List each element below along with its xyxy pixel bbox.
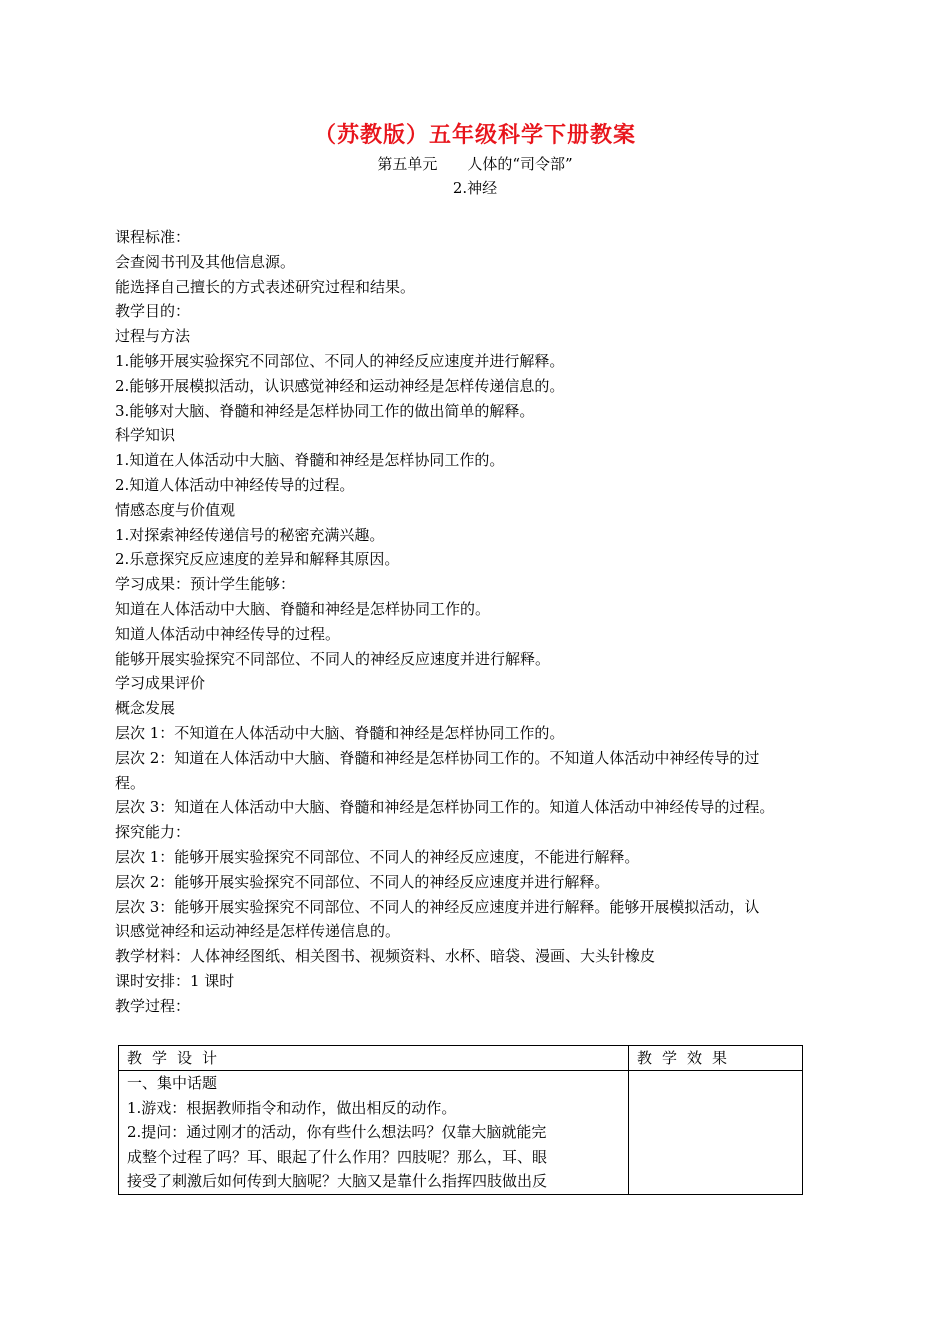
body-line: 层次 1：能够开展实验探究不同部位、不同人的神经反应速度，不能进行解释。 (115, 847, 640, 866)
body-line: 层次 1：不知道在人体活动中大脑、脊髓和神经是怎样协同工作的。 (115, 723, 565, 742)
body-line: 层次 3：能够开展实验探究不同部位、不同人的神经反应速度并进行解释。能够开展模拟活动，认 (115, 897, 760, 916)
unit-title: 人体的“司令部” (467, 155, 573, 173)
body-line: 1.能够开展实验探究不同部位、不同人的神经反应速度并进行解释。 (115, 351, 565, 370)
document-body (115, 225, 843, 1019)
table-row (119, 1071, 803, 1195)
body-line: 能够开展实验探究不同部位、不同人的神经反应速度并进行解释。 (115, 649, 551, 668)
body-line: 探究能力： (115, 823, 191, 842)
table-header-row (119, 1046, 803, 1071)
body-line: 层次 2：知道在人体活动中大脑、脊髓和神经是怎样协同工作的。不知道人体活动中神经传导的过 (115, 748, 760, 767)
body-line: 过程与方法 (115, 327, 191, 346)
design-line: 2.提问：通过刚才的活动，你有些什么想法吗？仅靠大脑就能完 (127, 1123, 547, 1141)
design-line: 接受了刺激后如何传到大脑呢？大脑又是靠什么指挥四肢做出反 (127, 1172, 548, 1190)
body-line: 会查阅书刊及其他信息源。 (115, 252, 296, 271)
body-line: 程。 (115, 773, 146, 792)
body-line: 学习成果：预计学生能够： (115, 575, 296, 594)
body-line: 教学目的： (115, 302, 191, 321)
body-line: 2.知道人体活动中神经传导的过程。 (115, 475, 355, 494)
body-line: 1.知道在人体活动中大脑、脊髓和神经是怎样协同工作的。 (115, 451, 505, 470)
body-line: 科学知识 (115, 426, 176, 445)
design-line: 一、集中话题 (127, 1074, 218, 1092)
body-line: 3.能够对大脑、脊髓和神经是怎样协同工作的做出简单的解释。 (115, 401, 535, 420)
body-line: 2.乐意探究反应速度的差异和解释其原因。 (115, 550, 400, 569)
body-line: 能选择自己擅长的方式表述研究过程和结果。 (115, 277, 416, 296)
body-line: 学习成果评价 (115, 674, 206, 693)
header-teaching-effect-label: 教学效果 (637, 1049, 738, 1067)
effect-cell (629, 1071, 803, 1195)
body-line: 课时安排：1 课时 (115, 971, 235, 990)
document-title: （苏教版）五年级科学下册教案 (313, 123, 636, 148)
design-line: 1.游戏：根据教师指令和动作，做出相反的动作。 (127, 1098, 457, 1117)
header-teaching-design (119, 1046, 629, 1071)
body-line: 情感态度与价值观 (115, 500, 236, 519)
body-line: 知道在人体活动中大脑、脊髓和神经是怎样协同工作的。 (115, 599, 491, 618)
body-line: 教学材料：人体神经图纸、相关图书、视频资料、水杯、暗袋、漫画、大头针橡皮 (115, 947, 656, 966)
body-line: 层次 2：能够开展实验探究不同部位、不同人的神经反应速度并进行解释。 (115, 872, 610, 891)
teaching-plan-table (118, 1045, 803, 1195)
body-line: 1.对探索神经传递信号的秘密充满兴趣。 (115, 525, 385, 544)
design-cell (119, 1071, 629, 1195)
body-line: 课程标准： (115, 228, 191, 246)
lesson-title: 2.神经 (452, 179, 498, 197)
header-teaching-effect (629, 1046, 803, 1071)
header-teaching-design-label: 教学设计 (127, 1049, 228, 1067)
body-line: 2.能够开展模拟活动，认识感觉神经和运动神经是怎样传递信息的。 (115, 376, 565, 395)
unit-heading (0, 154, 950, 174)
body-line: 层次 3：知道在人体活动中大脑、脊髓和神经是怎样协同工作的。知道人体活动中神经传导的过程。 (115, 798, 775, 817)
body-line: 知道人体活动中神经传导的过程。 (115, 624, 341, 643)
body-line: 概念发展 (115, 699, 176, 718)
body-line: 识感觉神经和运动神经是怎样传递信息的。 (115, 922, 401, 941)
design-line: 成整个过程了吗？耳、眼起了什么作用？四肢呢？那么，耳、眼 (127, 1147, 548, 1166)
unit-number: 第五单元 (377, 155, 438, 173)
body-line: 教学过程： (115, 996, 191, 1015)
